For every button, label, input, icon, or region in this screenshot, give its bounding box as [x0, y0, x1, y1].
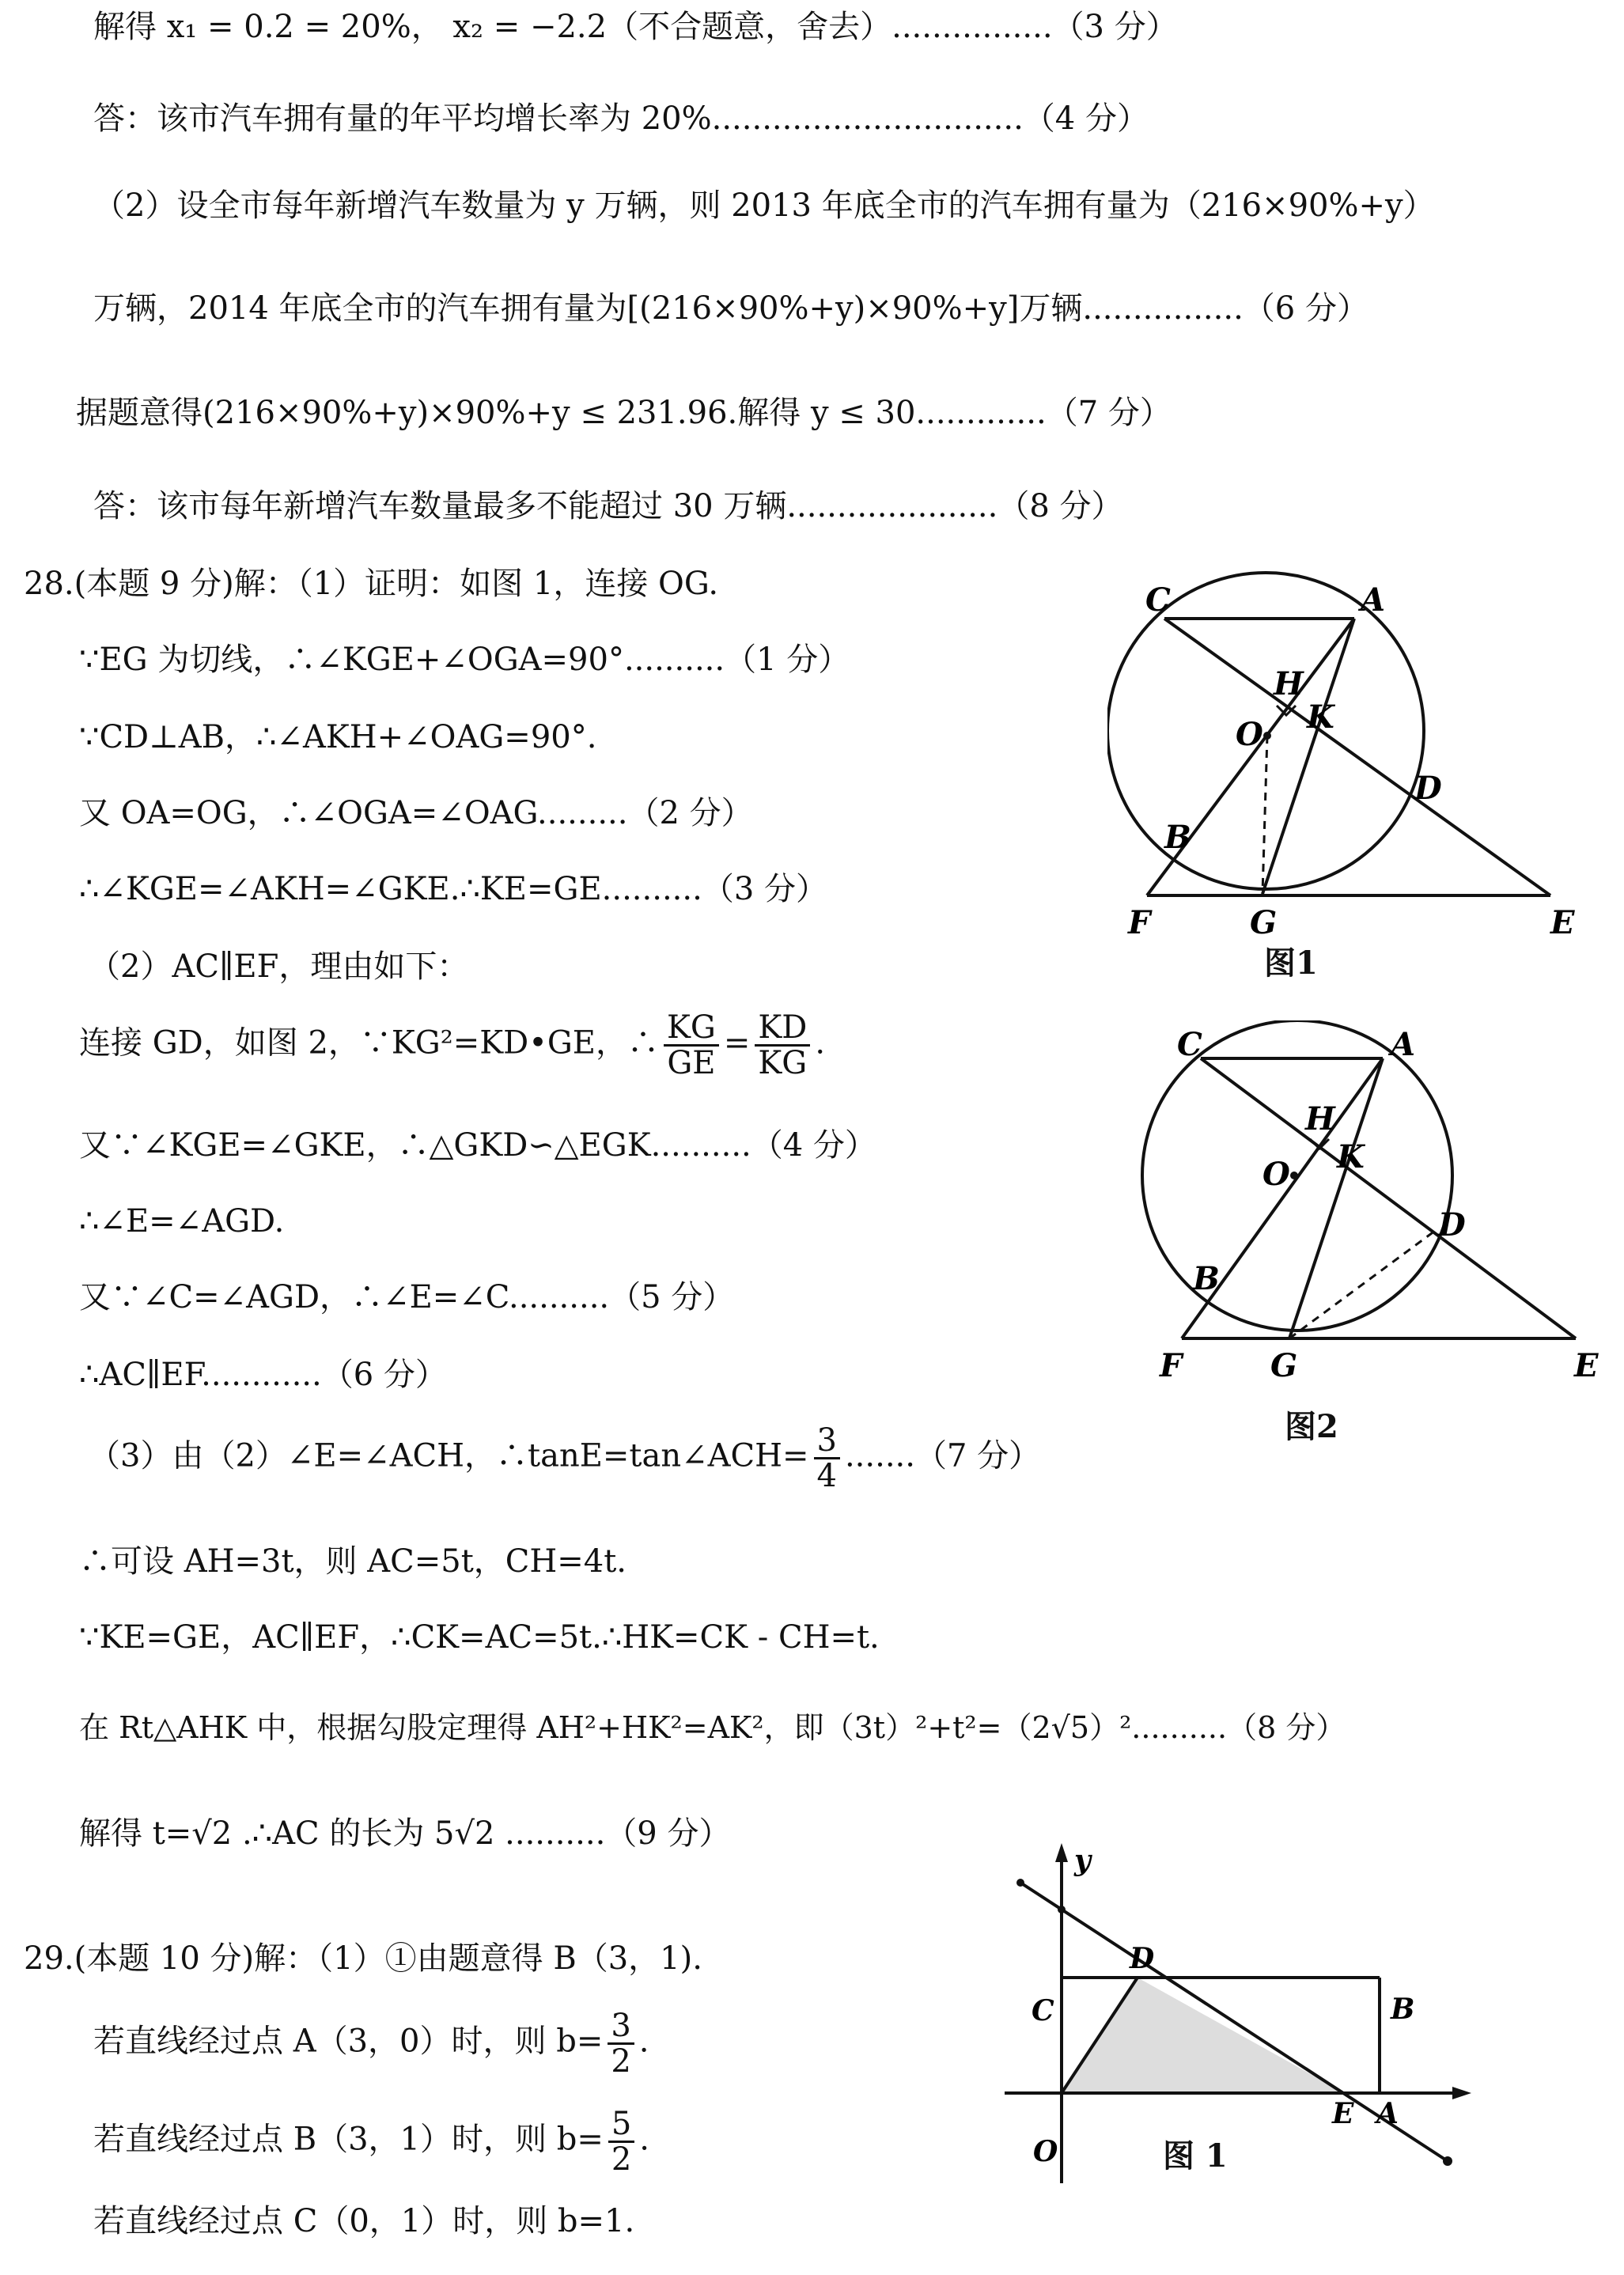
fraction	[608, 2009, 634, 2078]
text-line: 解得 x₁ = 0.2 = 20%， x₂ = −2.2（不合题意，舍去）................（3 分）	[93, 9, 1178, 45]
label-D: D	[1438, 1206, 1466, 1243]
fraction	[608, 2107, 634, 2176]
text-line-with-fraction	[89, 1424, 1040, 1493]
segment-OG-dashed	[1262, 736, 1267, 894]
text-line: ∴∠KGE=∠AKH=∠GKE.∴KE=GE..........（3 分）	[79, 871, 827, 907]
shaded-region	[1062, 1978, 1345, 2093]
line-endpoint	[1443, 2156, 1452, 2166]
label-B: B	[1164, 819, 1191, 856]
text-line: ∴可设 AH=3t，则 AC=5t，CH=4t.	[79, 1543, 627, 1580]
denominator: 2	[611, 2043, 631, 2080]
label-y: y	[1074, 1844, 1091, 1877]
numerator: 3	[608, 2009, 634, 2045]
question-28-heading: 28.(本题 9 分)解：（1）证明：如图 1，连接 OG.	[24, 566, 719, 602]
text-segment: 若直线经过点 B（3，1）时，则 b=	[93, 2121, 604, 2158]
text-line: 据题意得(216×90%+y)×90%+y ≤ 231.96.解得 y ≤ 30.............（7 分）	[76, 395, 1172, 431]
text-line: ∴∠E=∠AGD.	[79, 1203, 285, 1240]
label-C: C	[1145, 581, 1171, 619]
label-O: O	[1262, 1156, 1290, 1193]
x-axis-arrow	[1452, 2087, 1471, 2099]
text-line: （2）AC∥EF，理由如下：	[89, 948, 469, 985]
line-endpoint	[1016, 1879, 1024, 1887]
numerator: 5	[608, 2107, 634, 2143]
label-A: A	[1391, 1026, 1416, 1063]
text-line: 解得 t=√2 .∴AC 的长为 5√2 ..........（9 分）	[79, 1815, 731, 1852]
label-K: K	[1307, 698, 1334, 736]
label-F: F	[1160, 1347, 1183, 1384]
text-line: （2）设全市每年新增汽车数量为 y 万辆，则 2013 年底全市的汽车拥有量为（216×90%+y）	[93, 187, 1435, 224]
text-segment: 连接 GD，如图 2，∵KG²=KD•GE，∴	[79, 1024, 659, 1062]
segment-CE	[1201, 1058, 1576, 1338]
label-G: G	[1270, 1347, 1298, 1384]
figure-caption: 图 1	[1163, 2137, 1228, 2175]
label-H: H	[1305, 1100, 1335, 1138]
text-line: ∵EG 为切线，∴∠KGE+∠OGA=90°..........（1 分）	[79, 642, 850, 678]
text-segment: .	[815, 1024, 826, 1062]
text-line: ∵CD⊥AB，∴∠AKH+∠OAG=90°.	[79, 719, 597, 755]
label-H: H	[1274, 665, 1304, 702]
text-segment: 若直线经过点 A（3，0）时，则 b=	[93, 2023, 604, 2060]
text-segment: .	[638, 2023, 649, 2060]
text-line: 在 Rt△AHK 中，根据勾股定理得 AH²+HK²=AK²，即（3t）²+t²=（2√5）²..........（8 分）	[79, 1710, 1346, 1745]
segment-AG	[1289, 1058, 1383, 1338]
fraction	[814, 1424, 840, 1493]
label-F: F	[1128, 904, 1151, 941]
line-y-intercept	[1058, 1906, 1066, 1913]
text-line: ∴AC∥EF............（6 分）	[79, 1357, 447, 1393]
fraction	[664, 1011, 719, 1080]
label-K: K	[1337, 1138, 1365, 1175]
text-line-with-fraction	[79, 1011, 825, 1080]
label-G: G	[1250, 904, 1278, 941]
numerator: 3	[814, 1424, 840, 1459]
y-axis-arrow	[1055, 1843, 1068, 1862]
label-O: O	[1033, 2135, 1058, 2168]
figure-caption: 图1	[1264, 944, 1318, 982]
segment-GD-dashed	[1289, 1231, 1435, 1338]
fraction	[755, 1011, 810, 1080]
label-C: C	[1177, 1026, 1202, 1063]
numerator: KD	[755, 1011, 810, 1047]
label-D: D	[1130, 1942, 1155, 1975]
denominator: GE	[667, 1045, 716, 1081]
text-segment: .	[639, 2121, 650, 2158]
text-line: 万辆，2014 年底全市的汽车拥有量为[(216×90%+y)×90%+y]万辆................（6 分）	[93, 290, 1368, 327]
label-O: O	[1236, 716, 1263, 753]
geometry-figure-1	[1107, 570, 1598, 981]
label-E: E	[1574, 1347, 1599, 1384]
figure-caption: 图2	[1285, 1408, 1338, 1445]
denominator: 2	[611, 2141, 632, 2178]
text-line: 又∵∠KGE=∠GKE，∴△GKD∽△EGK..........（4 分）	[79, 1127, 876, 1164]
text-line-with-fraction	[93, 2107, 649, 2176]
label-C: C	[1032, 1994, 1054, 2027]
numerator: KG	[664, 1011, 719, 1047]
text-line: 若直线经过点 C（0，1）时，则 b=1.	[93, 2203, 635, 2239]
text-line: 又 OA=OG，∴∠OGA=∠OAG.........（2 分）	[79, 795, 753, 831]
coordinate-figure	[1005, 1843, 1471, 2191]
text-segment: .......（7 分）	[844, 1437, 1041, 1474]
label-E: E	[1332, 2097, 1354, 2130]
text-line: ∵KE=GE，AC∥EF，∴CK=AC=5t.∴HK=CK - CH=t.	[79, 1619, 880, 1656]
segment-AG	[1262, 619, 1354, 894]
text-line: 答：该市每年新增汽车数量最多不能超过 30 万辆.....................（8 分）	[93, 488, 1123, 524]
text-line: 又∵∠C=∠AGD，∴∠E=∠C..........（5 分）	[79, 1279, 735, 1315]
denominator: KG	[758, 1045, 808, 1081]
segment-CE	[1164, 619, 1550, 895]
text-segment: =	[723, 1024, 751, 1062]
point-O	[1263, 732, 1271, 740]
label-D: D	[1414, 770, 1442, 807]
label-B: B	[1391, 1993, 1415, 2026]
text-segment: （3）由（2）∠E=∠ACH，∴tanE=tan∠ACH=	[89, 1437, 809, 1474]
text-line: 答：该市汽车拥有量的年平均增长率为 20%...............................（4 分）	[93, 100, 1149, 137]
geometry-figure-2	[1139, 1020, 1614, 1400]
point-O	[1290, 1172, 1298, 1179]
question-29-heading: 29.(本题 10 分)解：（1）①由题意得 B（3，1).	[24, 1940, 702, 1977]
label-A: A	[1376, 2097, 1399, 2130]
label-B: B	[1193, 1260, 1220, 1297]
label-A: A	[1361, 581, 1386, 619]
denominator: 4	[816, 1458, 837, 1494]
label-E: E	[1550, 904, 1575, 941]
text-line-with-fraction	[93, 2009, 649, 2078]
